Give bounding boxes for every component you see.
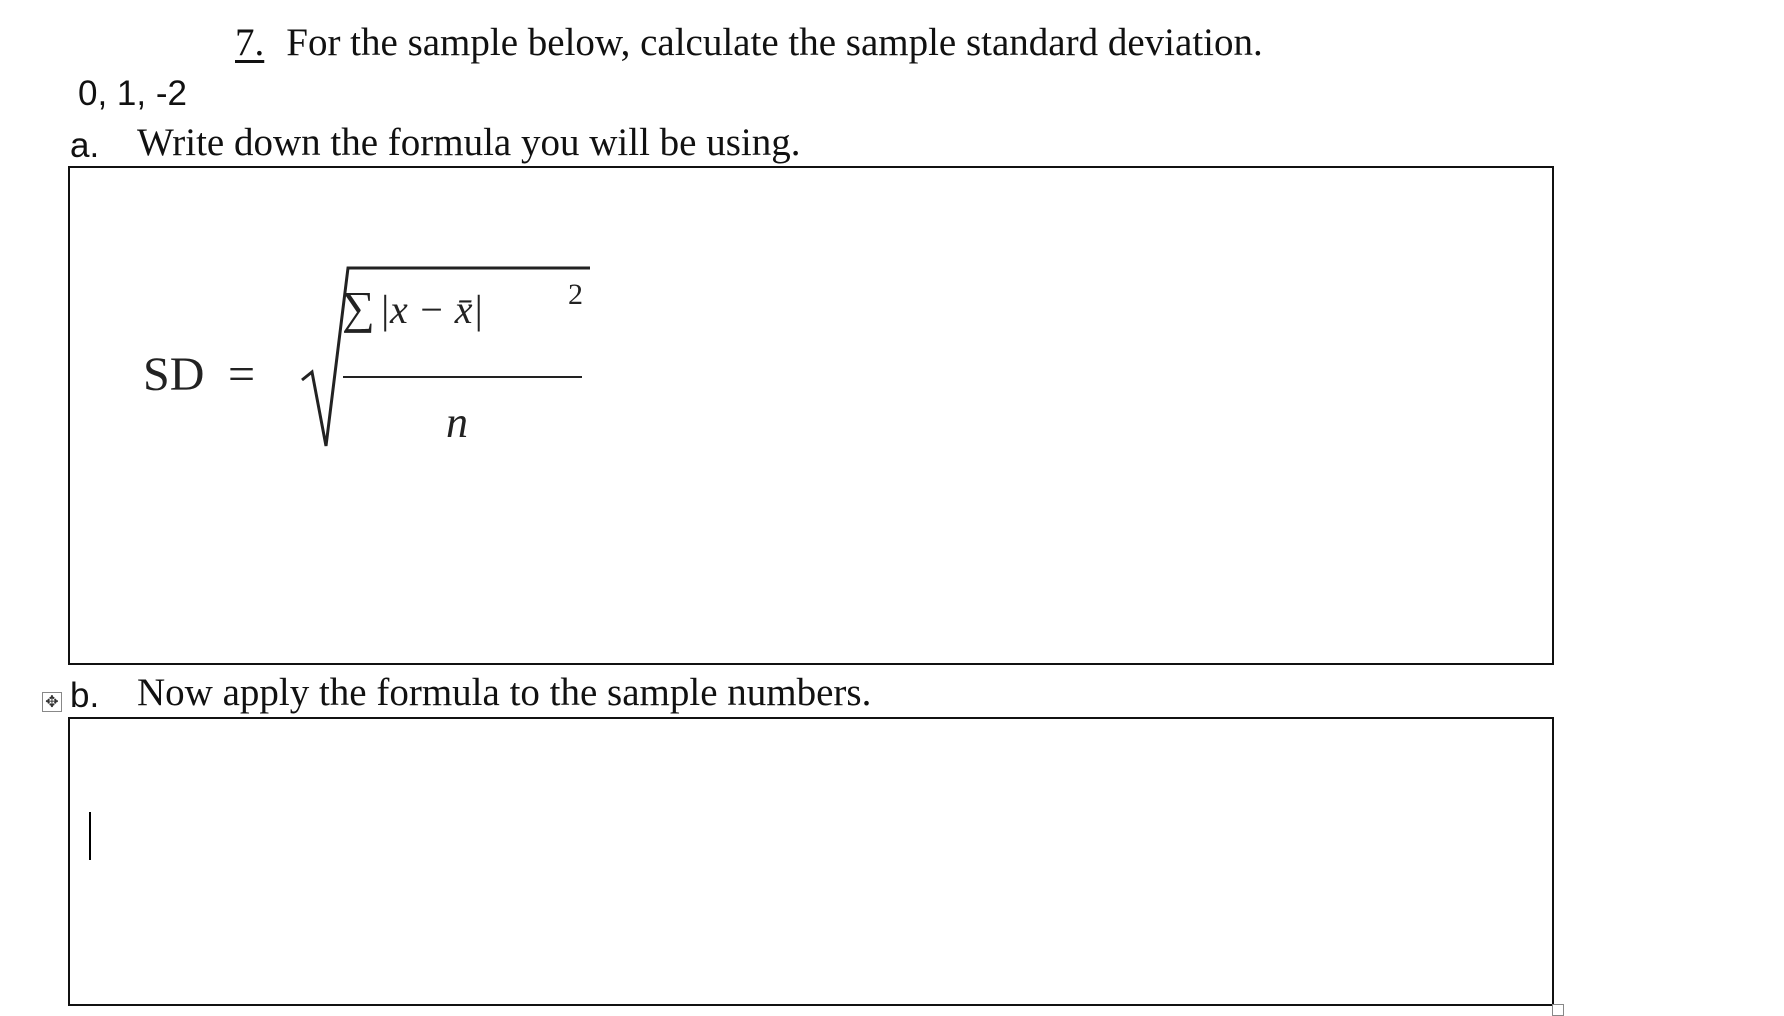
sd-formula[interactable] [130,240,600,470]
move-arrows-icon[interactable]: ✥ [42,692,62,712]
question-number: 7. [235,21,265,64]
part-a-instruction: Write down the formula you will be using. [137,121,801,164]
question-heading [235,14,1263,72]
formula-denominator: n [446,398,468,447]
formula-exponent: 2 [568,278,583,311]
formula-sum-symbol: ∑ [342,282,375,333]
formula-equals: = [228,348,256,401]
question-text: For the sample below, calculate the sample standard deviation. [286,21,1263,64]
text-cursor [89,812,91,860]
part-b-answer-box[interactable] [68,717,1554,1006]
sample-values: 0, 1, -2 [78,74,187,113]
resize-handle-icon[interactable] [1552,1004,1564,1016]
part-a-label: a. [70,126,100,165]
formula-numerator: |x − x̄| [379,287,484,332]
part-b-instruction: Now apply the formula to the sample numbers. [137,671,872,714]
formula-lhs: SD [143,348,205,401]
part-b-label: b. [70,676,100,715]
